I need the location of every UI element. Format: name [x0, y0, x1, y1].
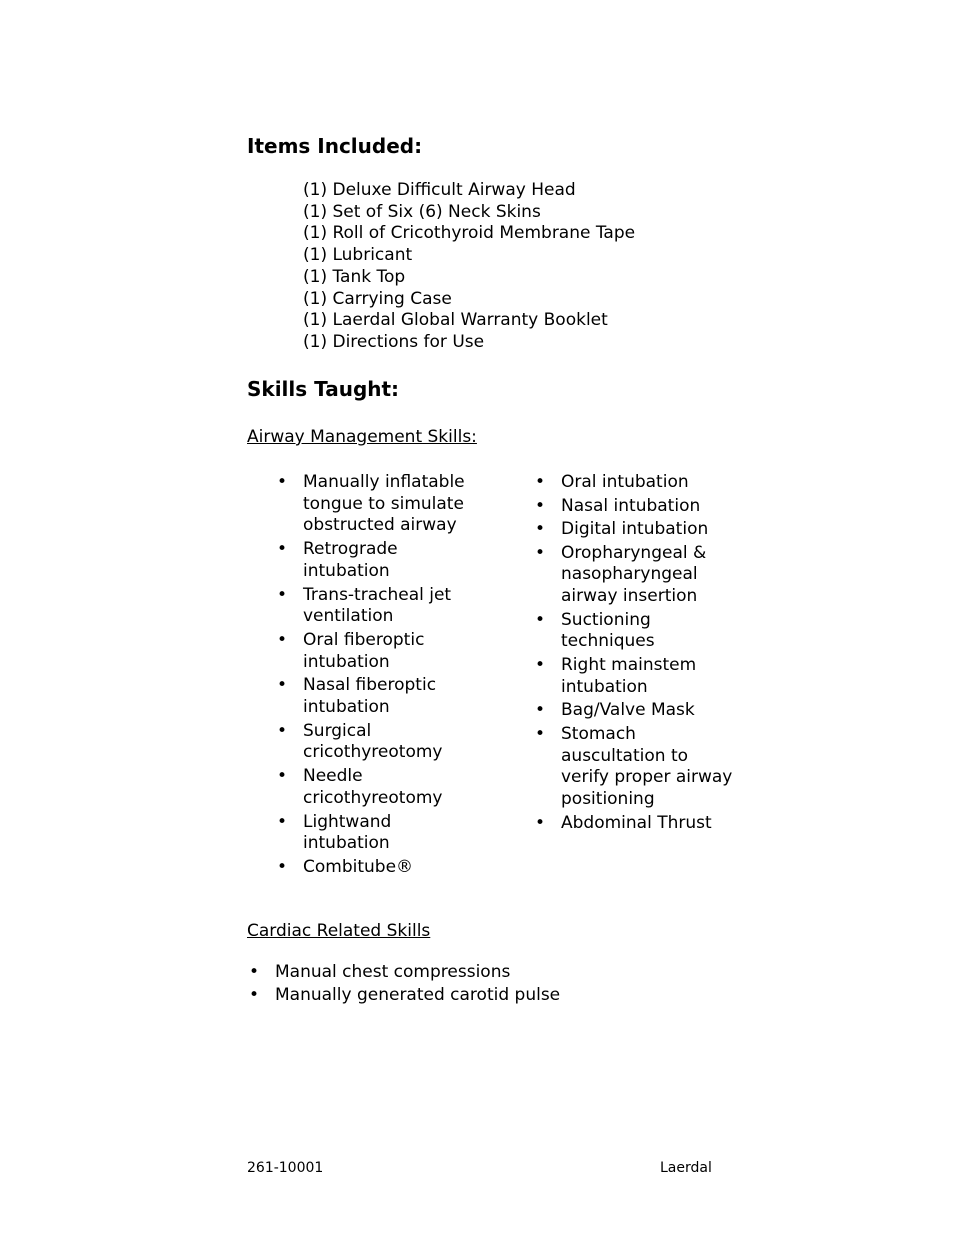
list-item: • Suctioning techniques: [561, 610, 736, 653]
skills-taught-heading: Skills Taught:: [247, 377, 400, 401]
list-item: • Retrograde intubation: [303, 539, 478, 582]
list-item: • Manually generated carotid pulse: [275, 985, 675, 1007]
list-item: • Digital intubation: [561, 519, 736, 541]
airway-skills-subheading: Airway Management Skills:: [247, 427, 477, 447]
list-item: (1) Tank Top: [303, 266, 406, 287]
list-item: • Oral intubation: [561, 472, 736, 494]
list-item: • Right mainstem intubation: [561, 655, 736, 698]
cardiac-skills-subheading: Cardiac Related Skills: [247, 921, 431, 941]
airway-skills-left-column: [303, 472, 478, 881]
list-item: • Oral fiberoptic intubation: [303, 630, 478, 673]
list-item: (1) Carrying Case: [303, 288, 452, 309]
list-item: • Nasal intubation: [561, 496, 736, 518]
list-item: • Needle cricothyreotomy: [303, 766, 478, 809]
list-item: (1) Directions for Use: [303, 331, 485, 352]
list-item: (1) Lubricant: [303, 245, 413, 266]
list-item: • Manually inflatable tongue to simulate obstructed airway: [303, 472, 478, 537]
list-item: (1) Deluxe Difficult Airway Head: [303, 180, 576, 200]
list-item: (1) Laerdal Global Warranty Booklet: [303, 310, 608, 331]
list-item: • Lightwand intubation: [303, 812, 478, 855]
list-item: • Bag/Valve Mask: [561, 700, 736, 722]
cardiac-skills-list: [275, 962, 675, 1009]
list-item: • Oropharyngeal & nasopharyngeal airway insertion: [561, 543, 736, 608]
items-included-heading: Items Included:: [247, 134, 423, 158]
list-item: • Nasal fiberoptic intubation: [303, 675, 478, 718]
list-item: • Trans-tracheal jet ventilation: [303, 585, 478, 628]
list-item: (1) Roll of Cricothyroid Membrane Tape: [303, 223, 636, 244]
footer-brand: Laerdal: [660, 1160, 712, 1176]
list-item: • Surgical cricothyreotomy: [303, 721, 478, 764]
list-item: • Combitube®: [303, 857, 478, 879]
list-item: • Manual chest compressions: [275, 962, 675, 984]
footer-part-number: 261-10001: [247, 1160, 324, 1176]
airway-skills-right-column: [561, 472, 736, 836]
list-item: • Abdominal Thrust: [561, 813, 736, 835]
items-included-list: [303, 180, 635, 354]
list-item: • Stomach auscultation to verify proper airway positioning: [561, 724, 736, 811]
list-item: (1) Set of Six (6) Neck Skins: [303, 201, 541, 222]
